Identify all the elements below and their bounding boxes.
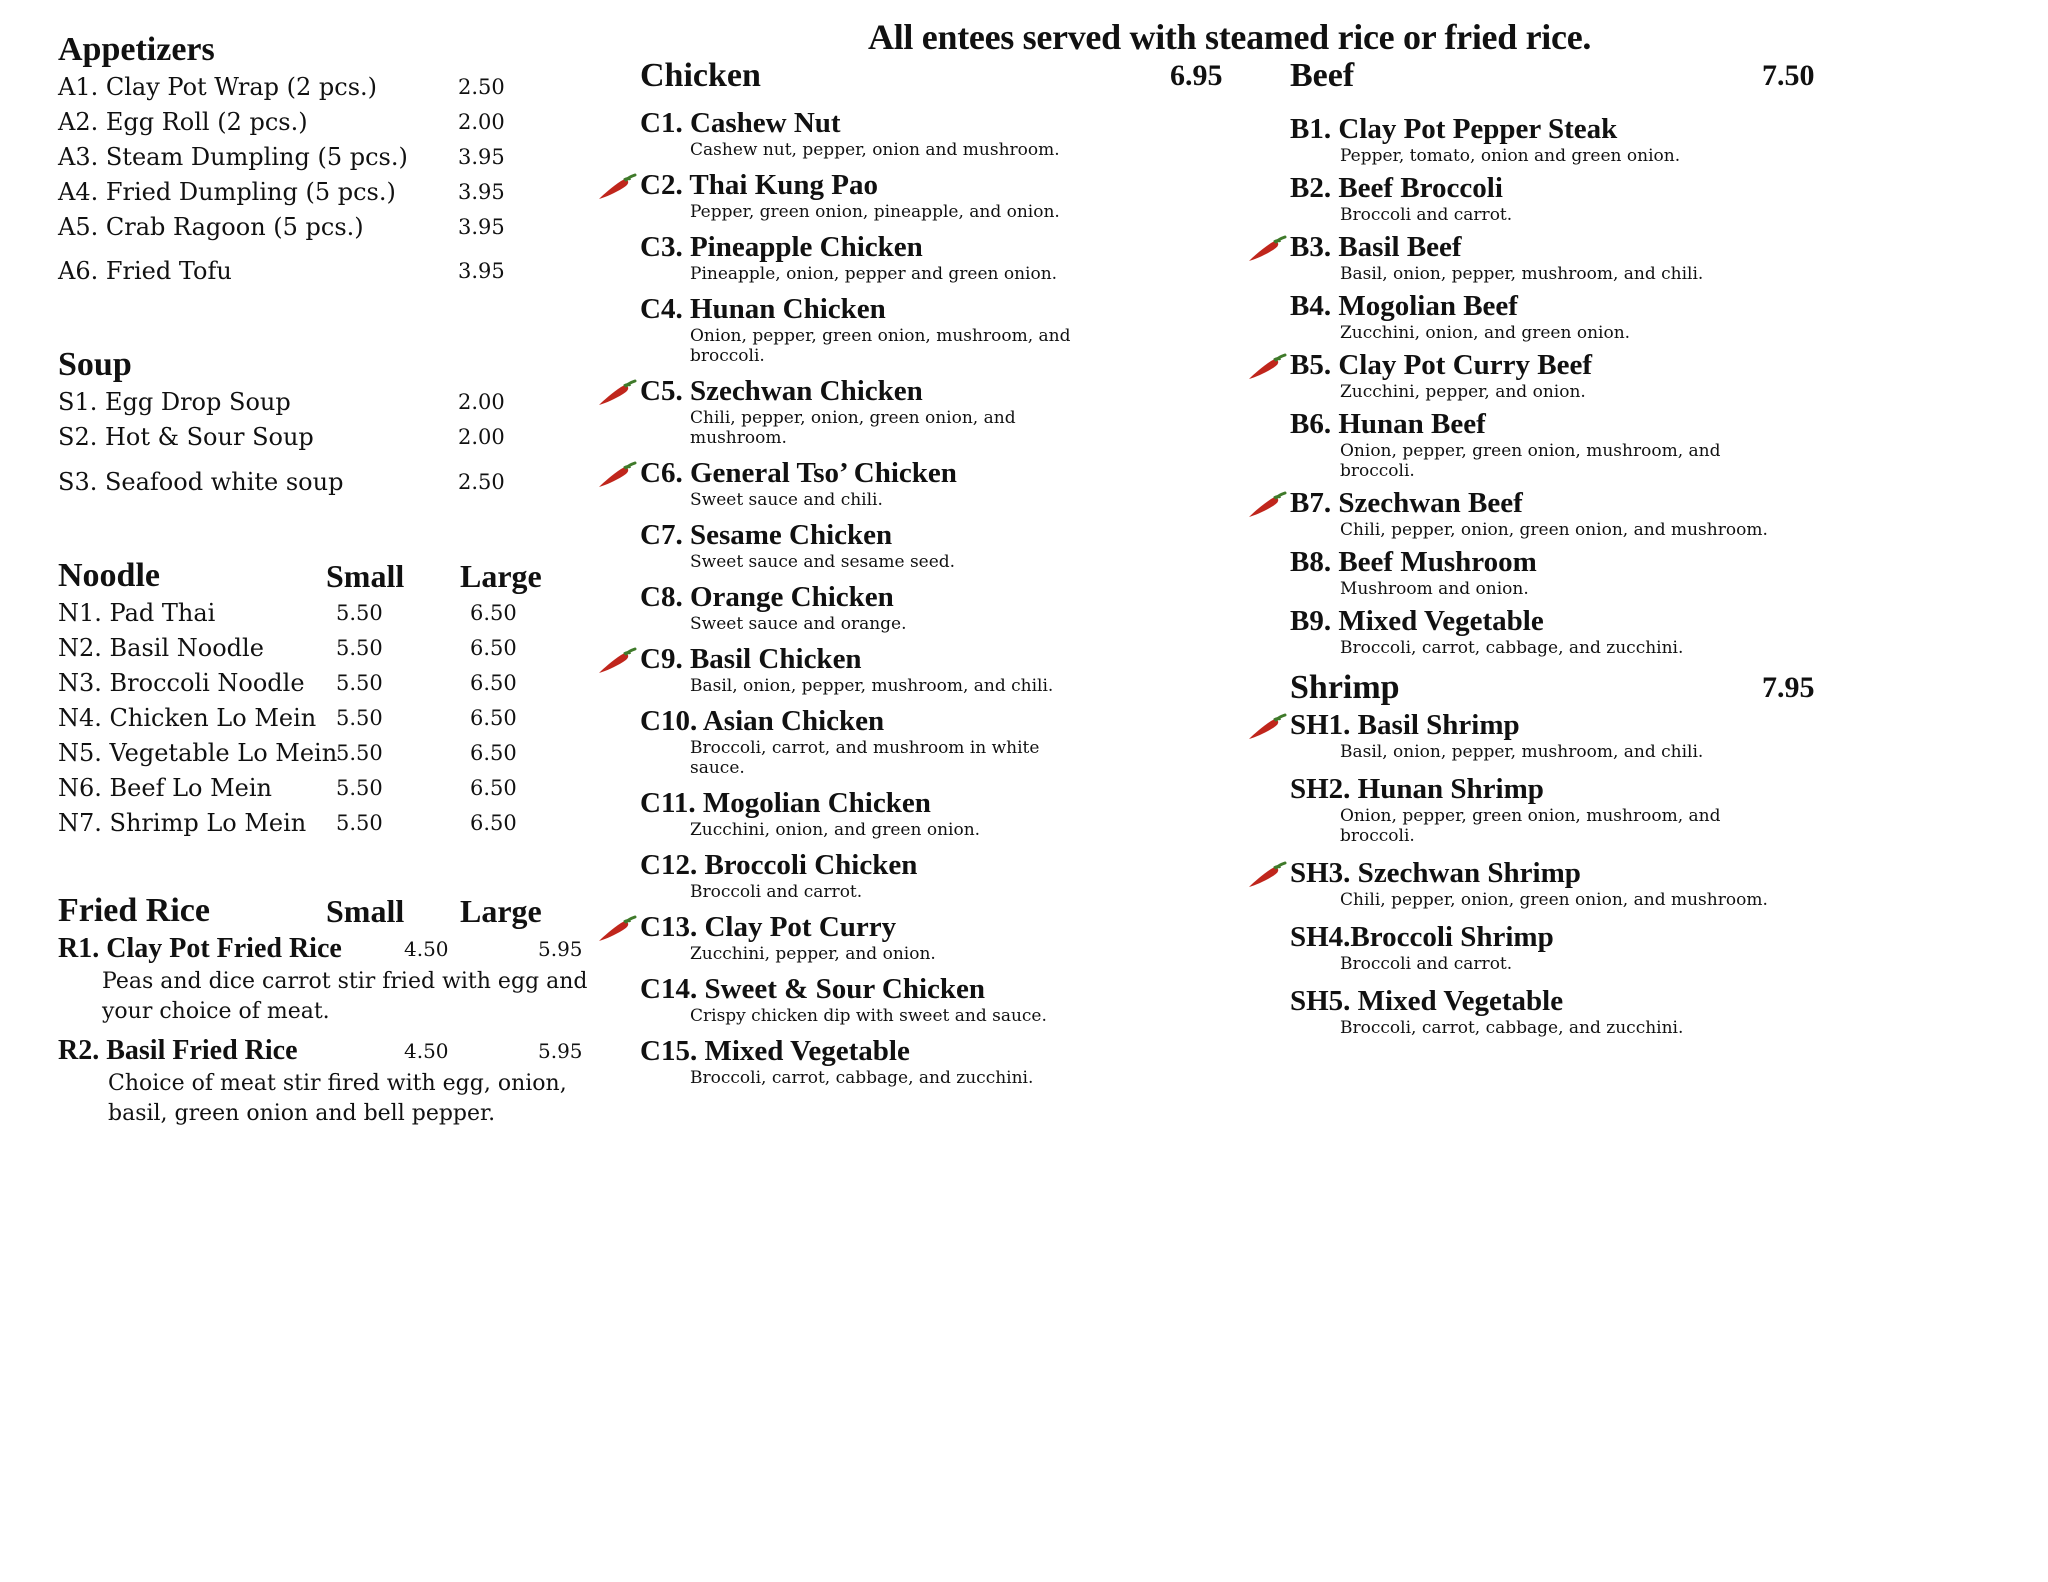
chicken-price: 6.95: [1170, 59, 1223, 92]
noodle-title: Noodle: [58, 557, 160, 594]
menu-item: [640, 642, 1230, 696]
menu-item: [1290, 112, 1850, 166]
chili-pepper-icon: [1246, 712, 1288, 742]
item-description: Zucchini, pepper, and onion.: [690, 944, 936, 964]
menu-item: [640, 580, 1230, 634]
list-item: [58, 420, 618, 455]
menu-item: [640, 374, 1230, 448]
large-price: 6.50: [470, 741, 517, 765]
menu-item: [1290, 289, 1850, 343]
item-name: B2. Beef Broccoli: [1290, 172, 1503, 204]
small-price: 5.50: [336, 636, 383, 660]
item-price: 3.95: [458, 180, 505, 204]
item-description: Choice of meat stir fired with egg, onion, basil, green onion and bell pepper.: [108, 1071, 567, 1126]
item-name: B7. Szechwan Beef: [1290, 487, 1523, 519]
item-description: Basil, onion, pepper, mushroom, and chili.: [690, 676, 1054, 696]
small-label: Small: [326, 558, 405, 594]
list-item: [58, 666, 618, 701]
menu-item: [1290, 407, 1850, 481]
item-description: Chili, pepper, onion, green onion, and mushroom.: [1340, 890, 1768, 910]
item-name: C11. Mogolian Chicken: [640, 787, 931, 819]
item-name: S1. Egg Drop Soup: [58, 388, 291, 416]
menu-item: [640, 168, 1230, 222]
item-description: Crispy chicken dip with sweet and sauce.: [690, 1006, 1047, 1026]
shrimp-title: Shrimp: [1290, 669, 1400, 706]
item-description: Zucchini, onion, and green onion.: [1340, 323, 1631, 343]
appetizers-title: Appetizers: [58, 31, 215, 68]
list-item: [58, 105, 618, 140]
fried-rice-header: [58, 891, 618, 931]
list-item: [58, 771, 618, 806]
item-name: C2. Thai Kung Pao: [640, 169, 878, 201]
list-item: [58, 701, 618, 736]
item-name: A6. Fried Tofu: [58, 257, 232, 285]
item-name: B3. Basil Beef: [1290, 231, 1462, 263]
menu-item: [640, 1034, 1230, 1088]
small-price: 5.50: [336, 671, 383, 695]
item-name: B5. Clay Pot Curry Beef: [1290, 349, 1593, 381]
right-column: [1290, 56, 1850, 1048]
item-name: C4. Hunan Chicken: [640, 293, 886, 325]
beef-header: [1290, 56, 1850, 96]
item-name: C3. Pineapple Chicken: [640, 231, 923, 263]
shrimp-header: [1290, 668, 1850, 708]
left-column: [58, 30, 618, 1135]
small-price: 5.50: [336, 776, 383, 800]
chicken-title: Chicken: [640, 57, 761, 94]
chicken-header: [640, 56, 1230, 96]
item-description: Broccoli, carrot, cabbage, and zucchini.: [1340, 1018, 1684, 1038]
beef-price: 7.50: [1762, 59, 1815, 92]
list-item: [58, 385, 618, 420]
list-item: [58, 1033, 618, 1129]
item-description: Peas and dice carrot stir fried with egg and your choice of meat.: [102, 969, 588, 1024]
list-item: [58, 931, 618, 1027]
list-item: [58, 140, 618, 175]
chili-pepper-icon: [1246, 234, 1288, 264]
item-description: Chili, pepper, onion, green onion, and mushroom.: [1340, 520, 1768, 540]
beef-list: [1290, 112, 1850, 658]
small-price: 5.50: [336, 741, 383, 765]
list-item: [58, 70, 618, 105]
item-name: N4. Chicken Lo Mein: [58, 704, 317, 732]
fried-rice-title: Fried Rice: [58, 892, 210, 929]
item-name: SH1. Basil Shrimp: [1290, 709, 1520, 741]
item-description: Broccoli, carrot, and mushroom in white sauce.: [690, 738, 1040, 778]
item-name: N7. Shrimp Lo Mein: [58, 809, 307, 837]
item-description: Sweet sauce and orange.: [690, 614, 907, 634]
item-name: B1. Clay Pot Pepper Steak: [1290, 113, 1618, 145]
chili-pepper-icon: [1246, 352, 1288, 382]
item-name: C12. Broccoli Chicken: [640, 849, 918, 881]
chili-pepper-icon: [596, 914, 638, 944]
item-name: C1. Cashew Nut: [640, 107, 841, 139]
small-label: Small: [326, 893, 405, 929]
small-price: 5.50: [336, 811, 383, 835]
menu-item: [1290, 604, 1850, 658]
menu-item: [1290, 856, 1850, 910]
item-name: SH4.Broccoli Shrimp: [1290, 921, 1554, 953]
item-description: Cashew nut, pepper, onion and mushroom.: [690, 140, 1060, 160]
menu-item: [1290, 984, 1850, 1038]
appetizers-section: [58, 30, 618, 289]
item-name: SH2. Hunan Shrimp: [1290, 773, 1544, 805]
item-name: B6. Hunan Beef: [1290, 408, 1486, 440]
large-price: 5.95: [538, 1039, 583, 1063]
large-price: 6.50: [470, 636, 517, 660]
small-price: 4.50: [404, 937, 449, 961]
item-name: N3. Broccoli Noodle: [58, 669, 305, 697]
shrimp-price: 7.95: [1762, 671, 1815, 704]
list-item: [58, 596, 618, 631]
item-name: C15. Mixed Vegetable: [640, 1035, 910, 1067]
menu-banner: All entees served with steamed rice or fried rice.: [868, 17, 1592, 57]
item-name: N6. Beef Lo Mein: [58, 774, 273, 802]
menu-item: [1290, 920, 1850, 974]
large-price: 6.50: [470, 811, 517, 835]
menu-item: [640, 910, 1230, 964]
menu-item: [640, 786, 1230, 840]
menu-item: [640, 292, 1230, 366]
item-name: A5. Crab Ragoon (5 pcs.): [58, 213, 364, 241]
chili-pepper-icon: [596, 378, 638, 408]
menu-item: [640, 704, 1230, 778]
chili-pepper-icon: [1246, 490, 1288, 520]
item-name: N2. Basil Noodle: [58, 634, 264, 662]
item-name: A4. Fried Dumpling (5 pcs.): [58, 178, 396, 206]
beef-title: Beef: [1290, 57, 1355, 94]
item-description: Sweet sauce and sesame seed.: [690, 552, 956, 572]
item-name: C14. Sweet & Sour Chicken: [640, 973, 986, 1005]
item-price: 2.50: [458, 75, 505, 99]
item-description: Pepper, green onion, pineapple, and onion.: [690, 202, 1060, 222]
item-name: C5. Szechwan Chicken: [640, 375, 923, 407]
large-price: 6.50: [470, 706, 517, 730]
menu-item: [640, 456, 1230, 510]
item-description: Onion, pepper, green onion, mushroom, and broccoli.: [690, 326, 1071, 366]
list-item: [58, 175, 618, 210]
chili-pepper-icon: [1246, 860, 1288, 890]
list-item: [58, 736, 618, 771]
list-item: [58, 806, 618, 841]
item-price: 3.95: [458, 145, 505, 169]
large-price: 6.50: [470, 601, 517, 625]
item-name: C8. Orange Chicken: [640, 581, 894, 613]
list-item: [58, 210, 618, 245]
item-description: Broccoli, carrot, cabbage, and zucchini.: [690, 1068, 1034, 1088]
chicken-list: [640, 106, 1230, 1088]
menu-item: [640, 972, 1230, 1026]
item-description: Onion, pepper, green onion, mushroom, and broccoli.: [1340, 441, 1721, 481]
item-name: C13. Clay Pot Curry: [640, 911, 897, 943]
item-name: S3. Seafood white soup: [58, 468, 344, 496]
chili-pepper-icon: [596, 460, 638, 490]
small-price: 4.50: [404, 1039, 449, 1063]
item-name: B8. Beef Mushroom: [1290, 546, 1537, 578]
chili-pepper-icon: [596, 172, 638, 202]
item-price: 2.00: [458, 390, 505, 414]
menu-item: [640, 106, 1230, 160]
item-description: Broccoli and carrot.: [1340, 954, 1513, 974]
large-price: 6.50: [470, 671, 517, 695]
item-description: Sweet sauce and chili.: [690, 490, 883, 510]
item-name: R1. Clay Pot Fried Rice: [58, 933, 342, 964]
item-name: B4. Mogolian Beef: [1290, 290, 1518, 322]
item-name: A1. Clay Pot Wrap (2 pcs.): [58, 73, 378, 101]
item-description: Onion, pepper, green onion, mushroom, and broccoli.: [1340, 806, 1721, 846]
item-description: Broccoli and carrot.: [690, 882, 863, 902]
item-price: 2.00: [458, 425, 505, 449]
item-name: C10. Asian Chicken: [640, 705, 885, 737]
menu-item: [640, 518, 1230, 572]
item-description: Broccoli and carrot.: [1340, 205, 1513, 225]
item-name: R2. Basil Fried Rice: [58, 1035, 298, 1066]
noodle-header: [58, 556, 618, 596]
menu-item: [1290, 230, 1850, 284]
small-price: 5.50: [336, 601, 383, 625]
item-description: Pineapple, onion, pepper and green onion.: [690, 264, 1058, 284]
menu-item: [640, 848, 1230, 902]
soup-title: Soup: [58, 346, 132, 383]
item-description: Zucchini, pepper, and onion.: [1340, 382, 1586, 402]
large-price: 5.95: [538, 937, 583, 961]
item-name: A3. Steam Dumpling (5 pcs.): [58, 143, 408, 171]
fried-rice-section: [58, 891, 618, 1129]
menu-item: [1290, 545, 1850, 599]
menu-item: [640, 230, 1230, 284]
item-name: N5. Vegetable Lo Mein: [58, 739, 338, 767]
item-name: S2. Hot & Sour Soup: [58, 423, 314, 451]
large-price: 6.50: [470, 776, 517, 800]
menu-item: [1290, 772, 1850, 846]
soup-section: [58, 345, 618, 500]
menu-item: [1290, 348, 1850, 402]
menu-item: [1290, 171, 1850, 225]
item-description: Zucchini, onion, and green onion.: [690, 820, 981, 840]
item-name: C9. Basil Chicken: [640, 643, 862, 675]
large-label: Large: [460, 558, 542, 594]
list-item: [58, 465, 618, 500]
menu-item: [1290, 708, 1850, 762]
item-name: C6. General Tso’ Chicken: [640, 457, 957, 489]
item-name: C7. Sesame Chicken: [640, 519, 893, 551]
item-description: Basil, onion, pepper, mushroom, and chili.: [1340, 742, 1704, 762]
item-name: A2. Egg Roll (2 pcs.): [58, 108, 308, 136]
chili-pepper-icon: [596, 646, 638, 676]
item-description: Broccoli, carrot, cabbage, and zucchini.: [1340, 638, 1684, 658]
item-name: N1. Pad Thai: [58, 599, 216, 627]
item-price: 3.95: [458, 215, 505, 239]
small-price: 5.50: [336, 706, 383, 730]
list-item: [58, 254, 618, 289]
item-name: SH3. Szechwan Shrimp: [1290, 857, 1581, 889]
item-description: Mushroom and onion.: [1340, 579, 1529, 599]
chicken-column: [640, 56, 1230, 1096]
list-item: [58, 631, 618, 666]
menu-item: [1290, 486, 1850, 540]
item-description: Pepper, tomato, onion and green onion.: [1340, 146, 1681, 166]
shrimp-list: [1290, 708, 1850, 1038]
item-price: 2.00: [458, 110, 505, 134]
large-label: Large: [460, 893, 542, 929]
item-price: 2.50: [458, 470, 505, 494]
item-name: SH5. Mixed Vegetable: [1290, 985, 1564, 1017]
item-price: 3.95: [458, 259, 505, 283]
item-description: Chili, pepper, onion, green onion, and mushroom.: [690, 408, 1016, 448]
item-name: B9. Mixed Vegetable: [1290, 605, 1544, 637]
noodle-section: [58, 556, 618, 841]
item-description: Basil, onion, pepper, mushroom, and chili.: [1340, 264, 1704, 284]
